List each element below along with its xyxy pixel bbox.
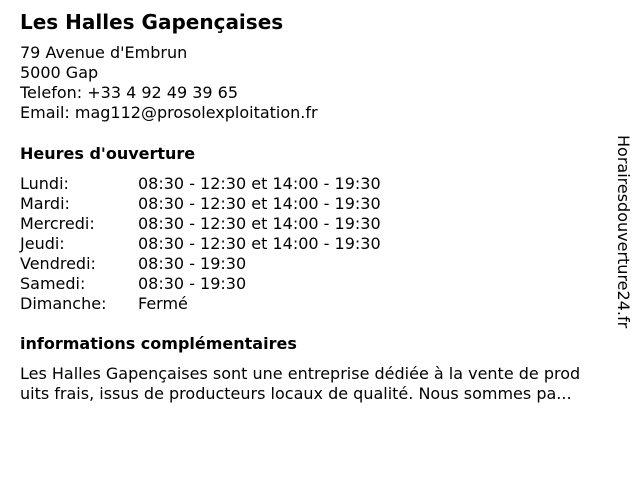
opening-hours-table <box>20 174 381 314</box>
contact-block <box>20 43 318 123</box>
hours-time: 08:30 - 12:30 et 14:00 - 19:30 <box>138 234 381 253</box>
description-line: Les Halles Gapençaises sont une entreprise dédiée à la vente de prod <box>20 364 581 383</box>
hours-row-sunday <box>20 294 381 314</box>
hours-time: 08:30 - 12:30 et 14:00 - 19:30 <box>138 174 381 193</box>
hours-row-thursday <box>20 234 381 254</box>
hours-time: 08:30 - 19:30 <box>138 274 247 293</box>
business-description <box>20 364 630 404</box>
address-city: 5000 Gap <box>20 63 99 82</box>
business-name: Les Halles Gapençaises <box>20 10 284 34</box>
description-line: uits frais, issus de producteurs locaux de qualité. Nous sommes pa... <box>20 384 572 403</box>
email-address[interactable]: Email: mag112@prosolexploitation.fr <box>20 103 318 122</box>
hours-time: Fermé <box>138 294 188 313</box>
hours-row-saturday <box>20 274 381 294</box>
hours-day: Samedi: <box>20 274 86 293</box>
hours-row-friday <box>20 254 381 274</box>
phone-number[interactable]: Telefon: +33 4 92 49 39 65 <box>20 83 239 102</box>
address-street: 79 Avenue d'Embrun <box>20 43 188 62</box>
hours-time: 08:30 - 12:30 et 14:00 - 19:30 <box>138 214 381 233</box>
hours-time: 08:30 - 12:30 et 14:00 - 19:30 <box>138 194 381 213</box>
hours-time: 08:30 - 19:30 <box>138 254 247 273</box>
hours-day: Jeudi: <box>20 234 65 253</box>
hours-row-monday <box>20 174 381 194</box>
site-watermark: Horairesdouverture24.fr <box>614 135 633 329</box>
hours-day: Dimanche: <box>20 294 107 313</box>
hours-row-wednesday <box>20 214 381 234</box>
hours-day: Lundi: <box>20 174 69 193</box>
opening-hours-heading: Heures d'ouverture <box>20 144 196 163</box>
hours-day: Vendredi: <box>20 254 96 273</box>
hours-day: Mardi: <box>20 194 70 213</box>
additional-info-heading: informations complémentaires <box>20 334 297 353</box>
hours-row-tuesday <box>20 194 381 214</box>
hours-day: Mercredi: <box>20 214 95 233</box>
